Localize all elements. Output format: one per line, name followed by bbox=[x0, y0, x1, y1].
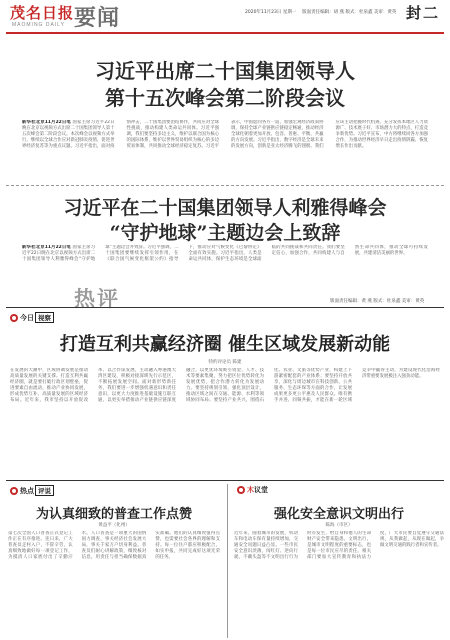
issue-date: 2020年11月23日 星期一 bbox=[245, 10, 297, 15]
header-info bbox=[245, 9, 423, 15]
story1-headline-line1: 习近平出席二十国集团领导人 bbox=[95, 59, 355, 83]
feature-headline: 打造互利共赢经济圈 催生区域发展新动能 bbox=[59, 334, 391, 355]
feature-tag bbox=[10, 312, 54, 323]
column-left-headline: 为认真细致的普查工作点赞 bbox=[35, 507, 192, 522]
story1-body bbox=[22, 120, 428, 182]
commentary-section-title: 热评 bbox=[74, 286, 120, 311]
column-right-byline: 陈海（市区） bbox=[325, 523, 353, 528]
column-right-headline: 强化安全意识文明出行 bbox=[273, 507, 404, 522]
column-right-tag-red: 木 bbox=[247, 486, 254, 494]
page-label: 封二 bbox=[406, 4, 441, 22]
story2-body bbox=[22, 245, 428, 281]
story1-text: 国家主席习近平22日晚在北京以视频方式出席二十国集团领导人第十五次峰会第二阶段会议。本次峰会以视频方式举行，继续以全球合作应对新冠肺炎疫情、促进世界经济复苏等为重点议题。习近平指出，面对疫情冲击，二十国集团要团结协作，共同应对全球性挑战，推动构建人类命运共同体。习近平强调，我们要坚持多边主义，维护以联合国为核心的国际体系，维护以世界贸易组织为核心的多边贸易体制，共同推动全球经济稳定复苏。习近平表示，中国愿同各方一道，加强宏观经济政策协调，保持全球产业链供应链稳定畅通，推动经济全球化朝着更加开放、包容、普惠、平衡、共赢的方向发展。习近平指出，数字经济是全球未来的发展方向，创新是亚太经济腾飞的翅膀。我们应该主动把握时代机遇，充分发挥本地区人力资源广、技术底子好、市场潜力大的特点，打造竞争新优势。习近平宣布，中方将继续同各方加强合作，为推动世界经济早日走出疫情阴霾、恢复增长作出贡献。 bbox=[22, 120, 428, 149]
newspaper-logo-en: MAOMING DAILY bbox=[12, 22, 65, 28]
feature-text: 在发展的大潮中，区域协调发展是推动高质量发展的关键支撑。打造互利共赢经济圈，就是要打破行政区划壁垒，促进要素自由流动，推动产业协同发展，形成优势互补、高质量发展的区域经济布局。近年来，我市坚持以开放促改革、以合作谋发展，主动融入粤港澳大湾区建设，积极对接深圳先行示范区，不断拓展发展空间。面对新形势新任务，我们要进一步增强机遇意识和责任意识，以更大力度推进基础设施互联互通，以更实举措推动产业链供应链深度融合，以更优环境吸引资金、人才、技术等要素集聚，努力把区位优势转化为发展优势，把合作潜力转化为发展动力。要坚持规划引领，强化顶层设计，推动区域之间在交通、能源、水利等领域协同布局；要坚持产业共兴，围绕石化、农业、文旅等优势产业，构建上下游紧密配套的产业体系；要坚持开放共享，深化与周边城市在科技创新、公共服务、生态环保等方面的合作，让发展成果更多更公平惠及人民群众。唯有携手并进、同频共振，才能在新一轮区域竞争中赢得主动，为建设现代化沿海经济带重要发展极注入强劲动能。 bbox=[10, 368, 440, 403]
feature-tag-label: 今日 bbox=[20, 313, 34, 322]
story1-lead: 新华社北京11月22日电 bbox=[22, 120, 71, 125]
column-left-body bbox=[8, 531, 220, 637]
masthead bbox=[0, 0, 450, 34]
column-right-tag bbox=[237, 485, 268, 495]
story2-headline-line1: 习近平在二十国集团领导人利雅得峰会 bbox=[63, 197, 387, 219]
column-divider bbox=[227, 484, 228, 638]
circle-mark-icon bbox=[10, 314, 18, 322]
divider bbox=[6, 185, 444, 186]
column-left-byline: 黄益平（化州） bbox=[98, 523, 130, 528]
divider bbox=[6, 480, 444, 481]
divider bbox=[6, 307, 444, 308]
story2-headline-line2: “守护地球”主题边会上致辞 bbox=[109, 222, 341, 244]
feature-body bbox=[10, 368, 440, 476]
column-left-text: 第七次全国人口普查正式登记工作正在有序推进。连日来，广大普查员走村入户，不辞辛劳，认真细致地做好每一项登记工作，为摸清人口家底付出了辛勤汗水。人口普查是一项重大的国情国力调查，事关经济社会发展大局，事关千家万户切身利益。普查员们耐心讲解政策，细致核对信息，用责任与担当确保数据真实准确。他们的认真细致值得点赞，也需要社会各界的理解和支持。每一位住户都应积极配合，如实申报，共同完成好这项光荣的任务。 bbox=[8, 531, 220, 560]
newspaper-logo: 茂名日报 bbox=[10, 4, 75, 22]
section-title: 要闻 bbox=[74, 5, 121, 31]
column-left-tag-box: 评说 bbox=[35, 485, 54, 496]
feature-byline: 特约评论员 陈建 bbox=[208, 360, 242, 365]
column-right-body bbox=[234, 531, 444, 637]
page-editors: 版面责任编辑：胡 燕 版式：杜泉鑫 美审：黄英 bbox=[302, 10, 397, 15]
circle-mark-icon bbox=[237, 486, 245, 494]
story2-lead: 新华社北京11月22日电 bbox=[22, 245, 71, 250]
column-left-tag-label: 热点 bbox=[20, 486, 34, 495]
column-right-tag-label: 议堂 bbox=[254, 486, 268, 494]
column-left-tag bbox=[10, 485, 54, 496]
story1-headline-line2: 第十五次峰会第二阶段会议 bbox=[105, 86, 345, 110]
story2-text: 国家主席习近平22日晚在北京以视频方式出席二十国集团领导人利雅得峰会“守护地球”主题边会并致辞。习近平强调，二十国集团要继续发挥引领作用，在《联合国气候变化框架公约》指导下，推动应对气候变化《巴黎协定》全面有效实施。习近平指出，人类是命运共同体，保护生态环境是全球面临的共同挑战和共同责任。我们要坚定信心，加强合作，共同构建人与自然生命共同体，推动全球可持续发展，共建清洁美丽的世界。 bbox=[22, 245, 428, 262]
feature-tag-box: 视察 bbox=[35, 312, 54, 323]
column-right-text: 近年来，随着城市的发展，机动车和电动车保有量持续增加，交通安全问题日益凸显。一些市民安全意识淡薄，闯红灯、逆向行驶、不戴头盔等不文明出行行为时有发生，给自身和他人的生命财产安全带来隐患。文明出行，是城市文明程度的重要标志，也是每一位市民应尽的责任。相关部门要加大宣传教育和执法力度，广大市民要自觉遵守交通法规，从我做起，从现在做起，争做文明交通的践行者和宣传者。 bbox=[234, 531, 444, 560]
circle-mark-icon bbox=[10, 487, 18, 495]
header-rule bbox=[6, 32, 444, 34]
commentary-editors: 版面责任编辑：黄 燕 版式：杜泉鑫 美审：黄英 bbox=[330, 299, 425, 304]
